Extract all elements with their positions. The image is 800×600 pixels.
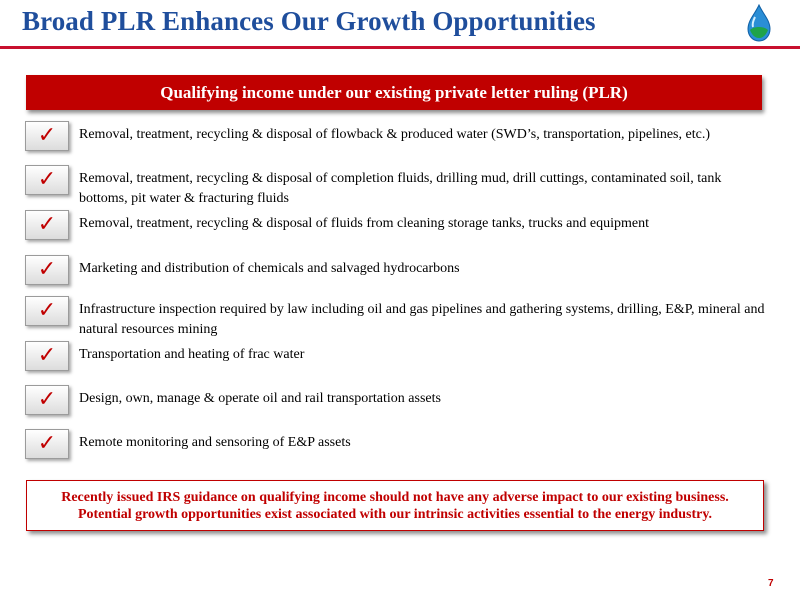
checkmark-icon: ✓: [25, 255, 69, 285]
list-item-text: Removal, treatment, recycling & disposal of flowback & produced water (SWD’s, transportation, pipelines, etc.): [79, 127, 710, 142]
list-item-text: Transportation and heating of frac water: [79, 347, 305, 362]
checkmark-icon: ✓: [25, 341, 69, 371]
section-banner: Qualifying income under our existing private letter ruling (PLR): [26, 75, 762, 110]
list-item-text: Removal, treatment, recycling & disposal of fluids from cleaning storage tanks, trucks and equipment: [79, 216, 649, 231]
checkmark-icon: ✓: [25, 121, 69, 151]
list-item-text: Removal, treatment, recycling & disposal of completion fluids, drilling mud, drill cuttings, contaminated soil, tank bottoms, pit water & fracturing fluids: [79, 171, 722, 206]
checkmark-icon: ✓: [25, 429, 69, 459]
checkmark-icon: ✓: [25, 210, 69, 240]
water-drop-icon: [744, 4, 774, 42]
page-title: Broad PLR Enhances Our Growth Opportunities: [22, 6, 596, 36]
list-item-text: Design, own, manage & operate oil and rail transportation assets: [79, 391, 441, 406]
checkmark-icon: ✓: [25, 296, 69, 326]
page-number: 7: [768, 578, 774, 589]
notice-line-2: Potential growth opportunities exist associated with our intrinsic activities essential to the energy industry.: [77, 506, 713, 522]
notice-line-1: Recently issued IRS guidance on qualifying income should not have any adverse impact to our existing business.: [61, 489, 729, 505]
list-item-text: Marketing and distribution of chemicals and salvaged hydrocarbons: [79, 261, 460, 276]
notice-box: [26, 480, 764, 531]
header-divider: [0, 46, 800, 49]
list-item-text: Remote monitoring and sensoring of E&P assets: [79, 435, 351, 450]
checkmark-icon: ✓: [25, 385, 69, 415]
list-item-text: Infrastructure inspection required by law including oil and gas pipelines and gathering systems, drilling, E&P, mineral and natural resources mining: [79, 302, 765, 337]
checkmark-icon: ✓: [25, 165, 69, 195]
